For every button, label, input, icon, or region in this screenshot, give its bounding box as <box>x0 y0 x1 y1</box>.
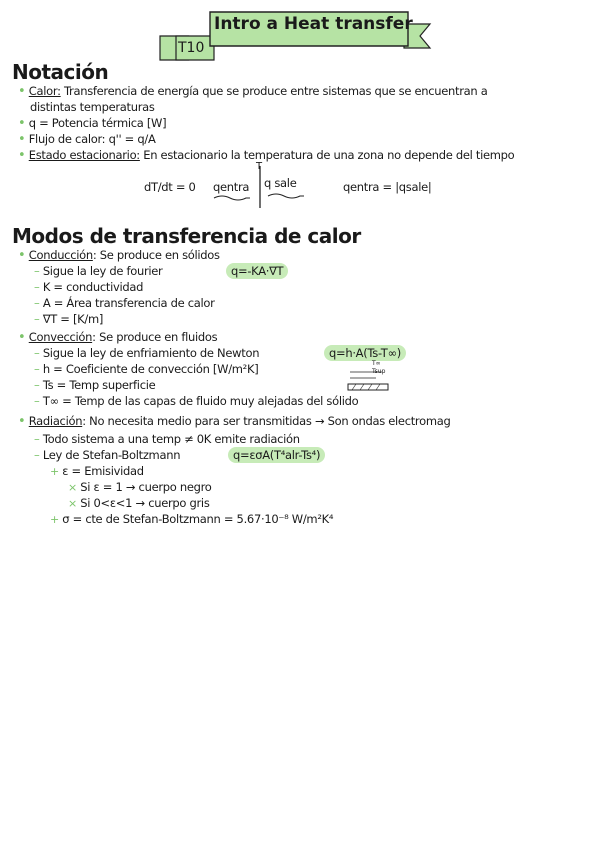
cuerpo-gris-line: × Si 0<ε<1 → cuerpo gris <box>68 496 210 510</box>
newton-line: – Sigue la ley de enfriamiento de Newton <box>34 346 260 360</box>
calor-text-2: distintas temperaturas <box>30 100 155 114</box>
tinf-line: – T∞ = Temp de las capas de fluido muy alejadas del sólido <box>34 394 359 408</box>
stefan-line: – Ley de Stefan-Boltzmann <box>34 448 181 462</box>
cuerpo-negro: Si ε = 1 → cuerpo negro <box>80 480 212 494</box>
section-modos-heading: Modos de transferencia de calor <box>12 224 361 248</box>
calor-text: Transferencia de energía que se produce entre sistemas que se encuentran a <box>60 84 488 98</box>
k-line: – K = conductividad <box>34 280 144 294</box>
radiacion-line: • Radiación: No necesita medio para ser transmitidas → Son ondas electromag <box>18 414 451 429</box>
calor-label: Calor: <box>28 84 61 98</box>
conveccion-label: Convección <box>28 330 93 344</box>
flujo-line: • Flujo de calor: q'' = q/A <box>18 132 156 147</box>
flujo-def: Flujo de calor: q'' = q/A <box>28 132 156 146</box>
convection-sketch <box>346 362 390 394</box>
emisividad-line: + ε = Emisividad <box>50 464 144 478</box>
conduccion-text: : Se produce en sólidos <box>92 248 220 262</box>
fourier-text: Sigue la ley de fourier <box>42 264 163 278</box>
banner-code: T10 <box>178 40 205 56</box>
stefan-text: Ley de Stefan-Boltzmann <box>42 448 181 462</box>
conduccion-label: Conducción <box>28 248 93 262</box>
estado-label: Estado estacionario: <box>28 148 140 162</box>
sigma-def: σ = cte de Stefan-Boltzmann = 5.67·10⁻⁸ W/m²K⁴ <box>62 512 334 526</box>
fourier-eq: q=-KA·∇T <box>226 263 288 279</box>
todo-sistema-line: – Todo sistema a una temp ≠ 0K emite radiación <box>34 432 300 446</box>
tinf-def: T∞ = Temp de las capas de fluido muy alejadas del sólido <box>42 394 359 408</box>
ts-def: Ts = Temp superficie <box>42 378 156 392</box>
cuerpo-negro-line: × Si ε = 1 → cuerpo negro <box>68 480 212 494</box>
conduccion-line: • Conducción: Se produce en sólidos <box>18 248 220 263</box>
newton-eq: q=h·A(Ts-T∞) <box>324 345 406 361</box>
emisividad-def: ε = Emisividad <box>62 464 144 478</box>
eq-qentra: qentra <box>213 180 250 194</box>
cuerpo-gris: Si 0<ε<1 → cuerpo gris <box>80 496 210 510</box>
sigma-line: + σ = cte de Stefan-Boltzmann = 5.67·10⁻⁸ W/m²K⁴ <box>50 512 334 526</box>
eq-dTdt: dT/dt = 0 <box>144 180 196 194</box>
sketch-label-tinf: T∞ <box>372 360 381 367</box>
section-notacion-heading: Notación <box>12 60 109 84</box>
a-def: A = Área transferencia de calor <box>42 296 215 310</box>
todo-sistema: Todo sistema a una temp ≠ 0K emite radiación <box>42 432 300 446</box>
sketch-label-tsup: Tsup <box>372 368 386 375</box>
eq-T: T <box>256 161 263 172</box>
newton-text: Sigue la ley de enfriamiento de Newton <box>42 346 260 360</box>
fourier-line: – Sigue la ley de fourier <box>34 264 163 278</box>
gradT-line: – ∇T = [K/m] <box>34 312 104 326</box>
eq-qsale: q sale <box>264 176 297 190</box>
conveccion-text: : Se produce en fluidos <box>92 330 218 344</box>
q-line: • q = Potencia térmica [W] <box>18 116 167 131</box>
estado-text: En estacionario la temperatura de una zona no depende del tiempo <box>139 148 515 162</box>
q-def: q = Potencia térmica [W] <box>28 116 167 130</box>
eq-wall-diagram <box>210 166 310 210</box>
calor-line: • Calor: Transferencia de energía que se produce entre sistemas que se encuentran a <box>18 84 488 99</box>
conveccion-line: • Convección: Se produce en fluidos <box>18 330 218 345</box>
gradT-def: ∇T = [K/m] <box>42 312 104 326</box>
estado-line: • Estado estacionario: En estacionario la temperatura de una zona no depende del tiempo <box>18 148 515 163</box>
eq-result: qentra = |qsale| <box>343 180 432 194</box>
radiacion-text: : No necesita medio para ser transmitidas → Son ondas electromag <box>82 414 451 428</box>
stefan-eq: q=εσA(T⁴alr-Ts⁴) <box>228 447 325 463</box>
h-def: h = Coeficiente de convección [W/m²K] <box>42 362 259 376</box>
banner-title: Intro a Heat transfer <box>214 14 413 34</box>
k-def: K = conductividad <box>42 280 144 294</box>
ts-line: – Ts = Temp superficie <box>34 378 156 392</box>
radiacion-label: Radiación <box>28 414 83 428</box>
a-line: – A = Área transferencia de calor <box>34 296 215 310</box>
h-line: – h = Coeficiente de convección [W/m²K] <box>34 362 259 376</box>
